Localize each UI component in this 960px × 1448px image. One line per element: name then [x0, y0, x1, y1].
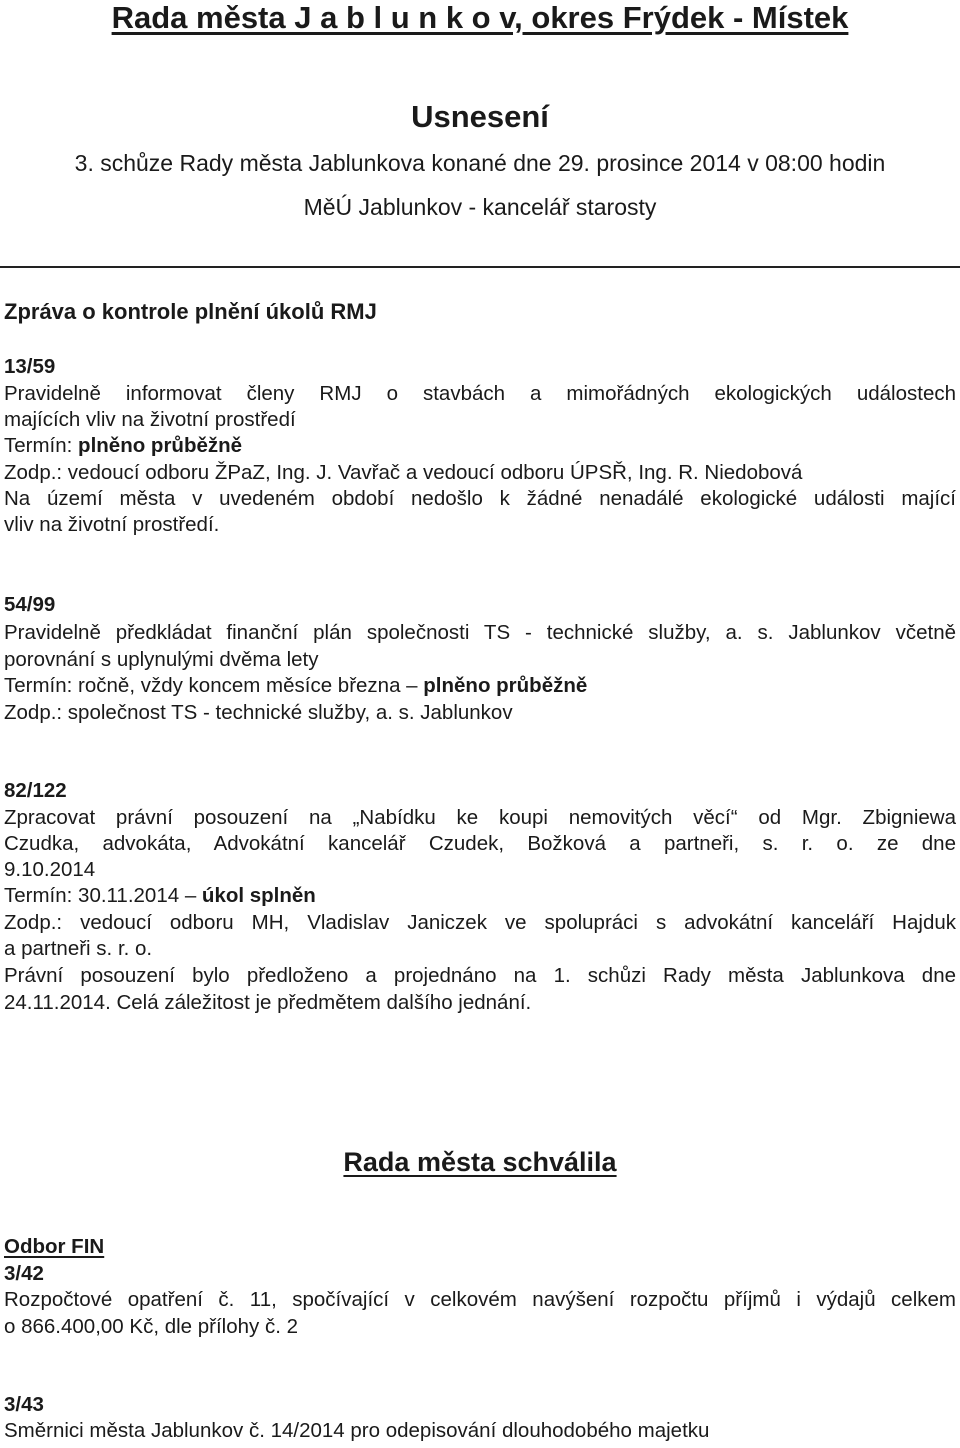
report-title: Zpráva o kontrole plnění úkolů RMJ — [4, 299, 377, 324]
item-note-line: 24.11.2014. Celá záležitost je předmětem dalšího jednání. — [4, 991, 532, 1014]
term-status: plněno průběžně — [78, 434, 243, 457]
item-note-line: Na území města v uvedeném období nedošlo k žádné nenadálé ekologické události mající — [4, 487, 956, 510]
resolution-heading: Usnesení — [411, 99, 549, 134]
item-number: 3/42 — [4, 1262, 44, 1285]
item-task-line: Zpracovat právní posouzení na „Nabídku ke koupi nemovitých věcí“ od Mgr. Zbigniewa — [4, 806, 956, 829]
item-responsible: Zodp.: vedoucí odboru MH, Vladislav Janiczek ve spolupráci s advokátní kanceláří Hajduk — [4, 911, 956, 934]
item-task-line: Pravidelně předkládat finanční plán společnosti TS - technické služby, a. s. Jablunkov včetně — [4, 621, 956, 644]
term-status: plněno průběžně — [423, 674, 588, 697]
item-note-line: vliv na životní prostředí. — [4, 513, 220, 536]
session-place: MěÚ Jablunkov - kancelář starosty — [303, 194, 657, 220]
item-task-line: Czudka, advokáta, Advokátní kancelář Czudek, Božková a partneři, s. r. o. ze dne — [4, 832, 956, 855]
term-prefix: Termín: 30.11.2014 – — [4, 884, 202, 907]
session-info: 3. schůze Rady města Jablunkova konané dne 29. prosince 2014 v 08:00 hodin — [74, 150, 886, 176]
item-task-line: 9.10.2014 — [4, 858, 96, 881]
header-divider — [0, 266, 960, 268]
item-term — [4, 883, 956, 909]
term-prefix: Termín: ročně, vždy koncem měsíce března – — [4, 674, 424, 697]
approved-title: Rada města schválila — [343, 1147, 617, 1177]
item-task-line: Pravidelně informovat členy RMJ o stavbách a mimořádných ekologických událostech — [4, 382, 956, 405]
term-prefix: Termín: — [4, 434, 79, 457]
document-title: Rada města J a b l u n k o v, okres Frýdek - Místek — [111, 0, 849, 35]
item-number: 13/59 — [4, 355, 56, 378]
item-term — [4, 673, 956, 699]
item-responsible: Zodp.: společnost TS - technické služby, a. s. Jablunkov — [4, 701, 513, 724]
item-task-line: porovnání s uplynulými dvěma lety — [4, 648, 319, 671]
item-note-line: Právní posouzení bylo předloženo a projednáno na 1. schůzi Rady města Jablunkova dne — [4, 964, 956, 987]
item-responsible: Zodp.: vedoucí odboru ŽPaZ, Ing. J. Vavřač a vedoucí odboru ÚPSŘ, Ing. R. Niedobová — [4, 461, 803, 484]
department-heading: Odbor FIN — [4, 1235, 105, 1258]
item-text-line: o 866.400,00 Kč, dle přílohy č. 2 — [4, 1315, 299, 1338]
item-number: 54/99 — [4, 593, 56, 616]
item-text-line: Rozpočtové opatření č. 11, spočívající v celkovém navýšení rozpočtu příjmů i výdajů celkem — [4, 1288, 956, 1311]
item-responsible: a partneři s. r. o. — [4, 937, 153, 960]
item-text-line: Směrnici města Jablunkov č. 14/2014 pro odepisování dlouhodobého majetku — [4, 1419, 710, 1442]
term-status: úkol splněn — [201, 884, 316, 907]
item-term — [4, 433, 956, 459]
item-number: 3/43 — [4, 1393, 44, 1416]
item-number: 82/122 — [4, 779, 67, 802]
item-task-line: majících vliv na životní prostředí — [4, 408, 296, 431]
